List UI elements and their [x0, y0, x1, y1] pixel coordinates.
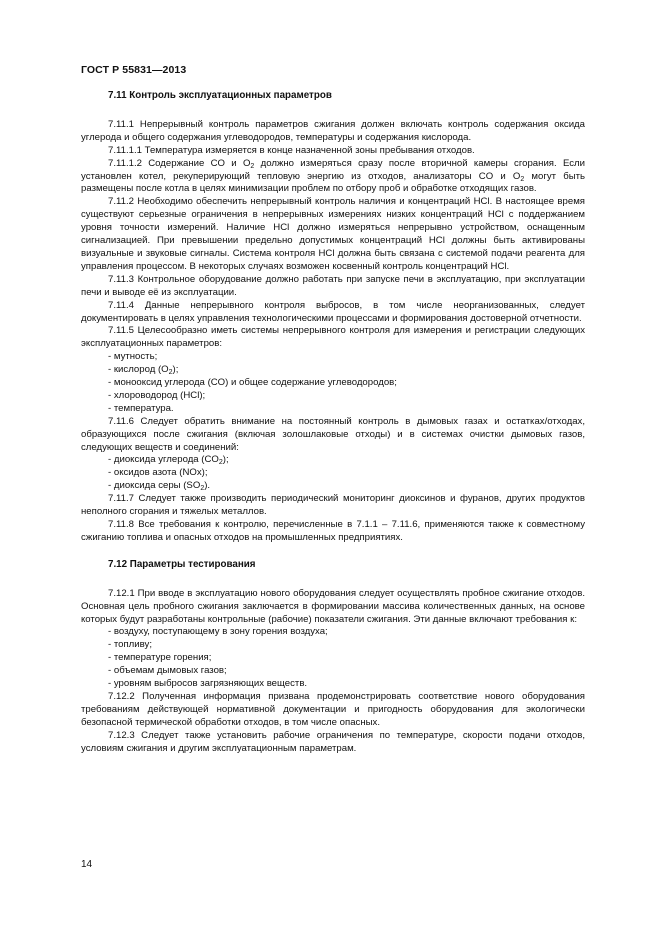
text-fragment: - кислород (O [108, 364, 169, 376]
subscript: 2 [200, 485, 205, 493]
subscript: 2 [168, 369, 173, 377]
text-fragment: - диоксида серы (SO [108, 480, 201, 492]
page-content [81, 90, 585, 756]
subscript: 2 [520, 175, 525, 183]
paragraph-7-12-2: 7.12.2 Полученная информация призвана продемонстрировать соответствие нового оборудования требованиям действующей нормативной документации и пригодность оборудования для экологически безопасной термической обработки отходов, в том числе опасных. [81, 690, 585, 728]
list-item: - температуре горения; [108, 652, 212, 664]
paragraph-7-11-5: 7.11.5 Целесообразно иметь системы непрерывного контроля для измерения и регистрации следующих эксплуатационных параметров: [81, 325, 585, 350]
list-item: - температура. [108, 402, 174, 414]
paragraph-7-11-6: 7.11.6 Следует обратить внимание на постоянный контроль в дымовых газах и остатках/отходах, образующихся после сжигания (включая золошлаковые отходы) и в системах очистки дымовых газов, следующих веществ и соединений: [81, 415, 585, 453]
list-item: - топливу; [108, 639, 152, 651]
list-item: - хлороводород (HCl); [108, 389, 206, 401]
list-item [81, 364, 585, 377]
text-fragment: ); [222, 454, 229, 466]
page-number: 14 [81, 859, 93, 870]
paragraph-7-11-8: 7.11.8 Все требования к контролю, перечисленные в 7.1.1 – 7.11.6, применяются также к совместному сжиганию топлива и опасных отходов на промышленных предприятиях. [81, 519, 585, 543]
list-item: - монооксид углерода (CO) и общее содержание углеводородов; [108, 377, 397, 389]
subscript: 2 [250, 162, 255, 170]
text-fragment: должно измеряться сразу после вторичной камеры сгорания. Если установлен котел, рекуперирующий тепловую энергию из отходов, анализаторы CO и O [81, 157, 586, 182]
paragraph-7-11-7: 7.11.7 Следует также производить периодический мониторинг диоксинов и фуранов, других продуктов неполного сгорания и тяжелых металлов. [81, 493, 585, 518]
paragraph-7-12-1: 7.12.1 При вводе в эксплуатацию нового оборудования следует осуществлять пробное сжигание отходов. Основная цель пробного сжигания заключается в формировании массива количественных данных, на основе которых будут разработаны контрольные (рабочие) показатели сжигания. Эти данные включают требования к: [81, 587, 585, 625]
list-item: - воздуху, поступающему в зону горения воздуха; [108, 626, 328, 638]
paragraph-7-11-1-2 [81, 158, 585, 197]
paragraph-7-11-1: 7.11.1 Непрерывный контроль параметров сжигания должен включать контроль содержания оксида углерода и общего содержания углеводородов, температуры и содержания кислорода. [81, 118, 585, 143]
list-item: - мутность; [108, 351, 158, 363]
document-standard-id: ГОСТ Р 55831—2013 [81, 64, 187, 76]
paragraph-7-11-2: 7.11.2 Необходимо обеспечить непрерывный контроль наличия и концентраций HCl. В настоящее время существуют серьезные ограничения в непрерывных измерениях низких концентраций HCl с поддержанием уровня точности измерений. Наличие HCl должно измеряться непрерывно устройством, оснащенным сигнализацией. При превышении предельно допустимых концентраций HCl должны быть активированы визуальные и звуковые сигналы. Система контроля HCl должна быть связана с системой подачи реагента для управления процессом. В некоторых случаях возможен косвенный контроль концентраций HCl. [81, 196, 585, 272]
section-7-11-title: 7.11 Контроль эксплуатационных параметров [108, 90, 332, 101]
paragraph-7-11-1-1: 7.11.1.1 Температура измеряется в конце назначенной зоны пребывания отходов. [108, 144, 475, 156]
text-fragment: ); [172, 364, 179, 376]
paragraph-7-11-4: 7.11.4 Данные непрерывного контроля выбросов, в том числе неорганизованных, следует документировать в целях управления технологическими процессами и формирования достоверной отчетности. [81, 299, 585, 324]
section-7-12-title: 7.12 Параметры тестирования [108, 558, 256, 570]
paragraph-7-12-3: 7.12.3 Следует также установить рабочие ограничения по температуре, скорости подачи отходов, условиям сжигания и другим эксплуатационным параметрам. [81, 729, 585, 754]
text-fragment: могут быть размещены после котла в целях минимизации проблем по отбору проб и обработке отходящих газов. [81, 170, 585, 195]
list-item: - уровням выбросов загрязняющих веществ. [108, 678, 308, 690]
paragraph-7-11-3: 7.11.3 Контрольное оборудование должно работать при запуске печи в эксплуатацию, при эксплуатации печи и выводе её из эксплуатации. [81, 273, 585, 298]
list-item: - оксидов азота (NOx); [108, 467, 208, 479]
text-fragment: 7.11.1.2 Содержание CO и O [108, 157, 251, 169]
text-fragment: - диоксида углерода (CO [108, 454, 219, 466]
subscript: 2 [218, 459, 223, 467]
list-item [81, 454, 585, 467]
text-fragment: ). [204, 480, 211, 492]
list-item: - объемам дымовых газов; [108, 665, 227, 677]
list-item [81, 480, 585, 493]
